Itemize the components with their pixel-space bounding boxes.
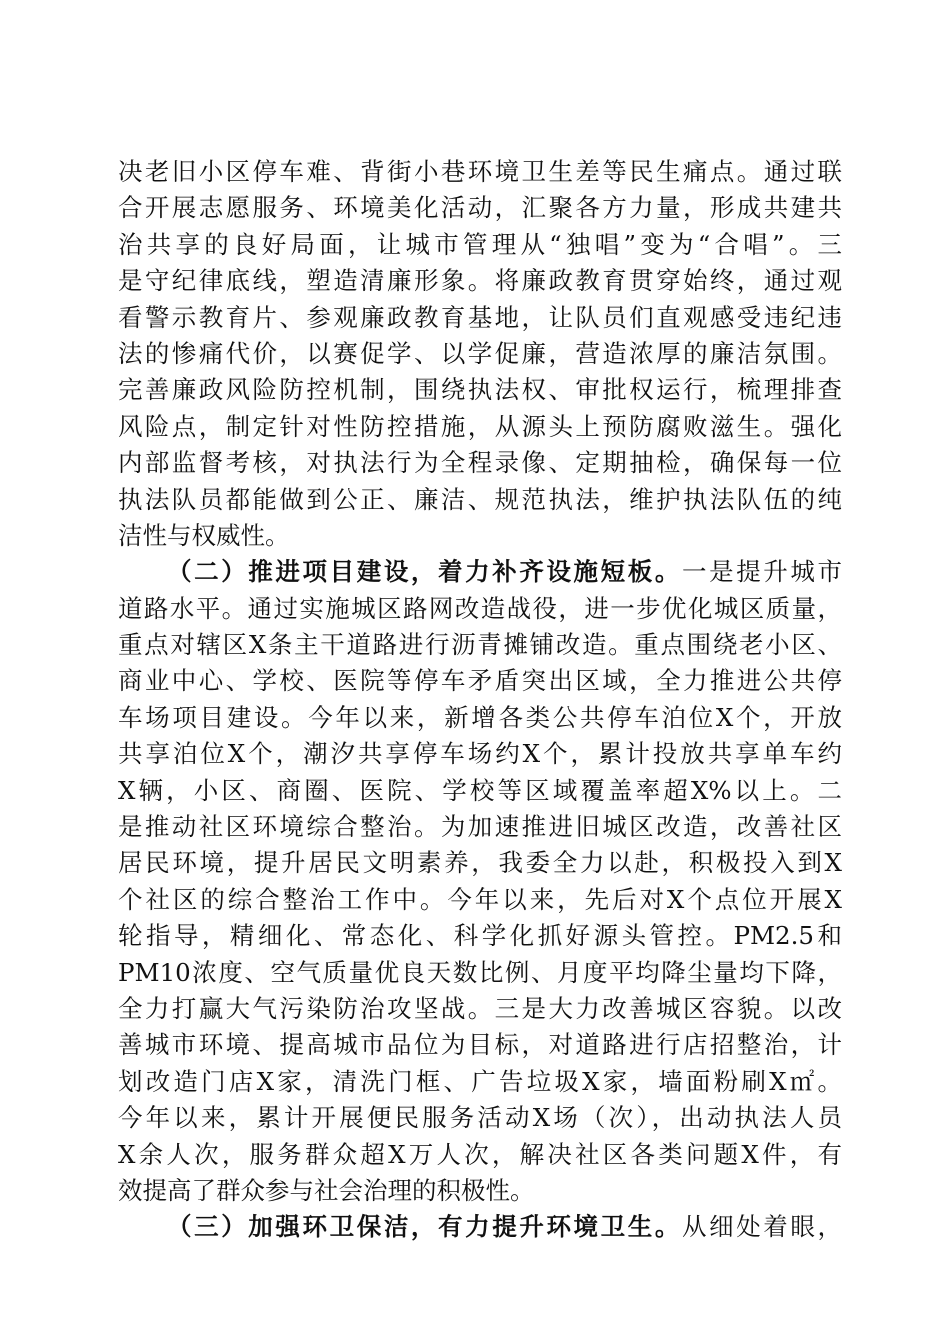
section-3-heading: （三）加强环卫保洁，有力提升环境卫生。 bbox=[167, 1212, 682, 1242]
text-line: 风险点，制定针对性防控措施，从源头上预防腐败滋生。强化 bbox=[118, 411, 842, 441]
text-line: 看警示教育片、参观廉政教育基地，让队员们直观感受违纪违 bbox=[118, 302, 842, 332]
text-line: 居民环境，提升居民文明素养，我委全力以赴，积极投入到X bbox=[118, 848, 842, 878]
body-text bbox=[118, 154, 842, 1246]
text-line: 决老旧小区停车难、背街小巷环境卫生差等民生痛点。通过联 bbox=[118, 157, 842, 186]
section-2-first-line bbox=[118, 554, 842, 590]
text-line: 是守纪律底线，塑造清廉形象。将廉政教育贯穿始终，通过观 bbox=[118, 266, 842, 296]
text-line: 善城市环境、提高城市品位为目标，对道路进行店招整治，计 bbox=[118, 1030, 842, 1060]
text-line: 合开展志愿服务、环境美化活动，汇聚各方力量，形成共建共 bbox=[118, 193, 842, 223]
text-line: 是推动社区环境综合整治。为加速推进旧城区改造，改善社区 bbox=[118, 812, 842, 842]
text-line: 内部监督考核，对执法行为全程录像、定期抽检，确保每一位 bbox=[118, 448, 842, 478]
text-line: 共享泊位X个，潮汐共享停车场约X个，累计投放共享单车约 bbox=[118, 739, 842, 769]
text-line: 个社区的综合整治工作中。今年以来，先后对X个点位开展X bbox=[118, 884, 842, 914]
text-line: 治共享的良好局面，让城市管理从“独唱”变为“合唱”。三 bbox=[118, 229, 842, 259]
text-line: 今年以来，累计开展便民服务活动X场（次），出动执法人员 bbox=[118, 1103, 842, 1133]
text-line: 效提高了群众参与社会治理的积极性。 bbox=[118, 1175, 535, 1205]
text-line: PM10浓度、空气质量优良天数比例、月度平均降尘量均下降， bbox=[118, 957, 842, 987]
section-2-heading: （二）推进项目建设，着力补齐设施短板。 bbox=[167, 557, 682, 587]
text-line: 轮指导，精细化、常态化、科学化抓好源头管控。PM2.5和 bbox=[118, 921, 842, 951]
text-line: 法的惨痛代价，以赛促学、以学促廉，营造浓厚的廉洁氛围。 bbox=[118, 338, 842, 368]
text-line: X余人次，服务群众超X万人次，解决社区各类问题X件，有 bbox=[118, 1139, 842, 1169]
text-line: 全力打赢大气污染防治攻坚战。三是大力改善城区容貌。以改 bbox=[118, 993, 842, 1023]
text-line: 完善廉政风险防控机制，围绕执法权、审批权运行，梳理排查 bbox=[118, 375, 842, 405]
text-line: X辆，小区、商圈、医院、学校等区域覆盖率超X%以上。二 bbox=[118, 775, 842, 805]
text-line: 洁性与权威性。 bbox=[118, 520, 290, 550]
text-line: 商业中心、学校、医院等停车矛盾突出区域，全力推进公共停 bbox=[118, 666, 842, 696]
text-line: 道路水平。通过实施城区路网改造战役，进一步优化城区质量， bbox=[118, 593, 842, 623]
text-line: 重点对辖区X条主干道路进行沥青摊铺改造。重点围绕老小区、 bbox=[118, 630, 842, 660]
text-line: 划改造门店X家，清洗门框、广告垃圾X家，墙面粉刷X㎡。 bbox=[118, 1066, 842, 1096]
section-3-first-line bbox=[118, 1209, 842, 1245]
text-line: 执法队员都能做到公正、廉洁、规范执法，维护执法队伍的纯 bbox=[118, 484, 842, 514]
section-2-first-line-text: 一是提升城市 bbox=[681, 557, 843, 587]
section-3-first-line-text: 从细处着眼， bbox=[681, 1212, 843, 1242]
text-line: 车场项目建设。今年以来，新增各类公共停车泊位X个，开放 bbox=[118, 702, 842, 732]
